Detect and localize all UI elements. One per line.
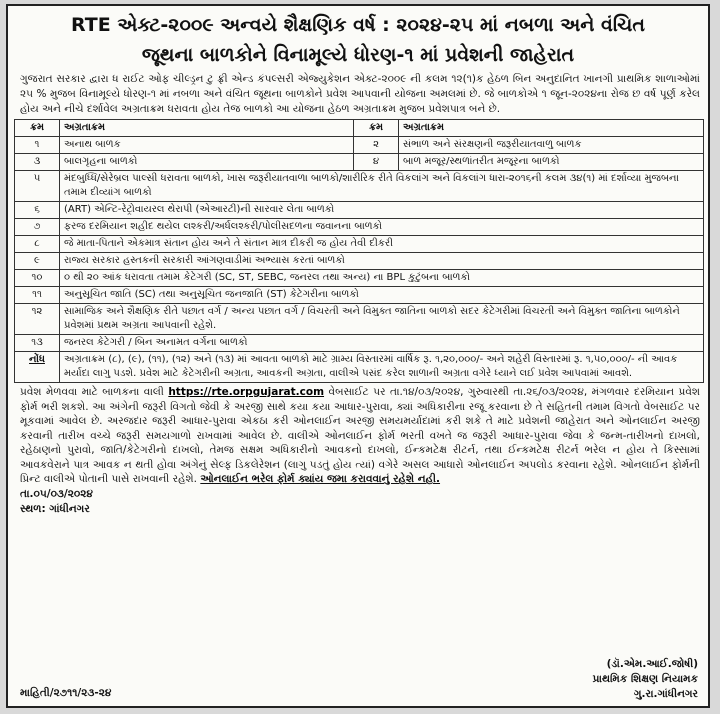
intro-paragraph: ગુજરાત સરકાર દ્વારા ધ રાઈટ ઓફ ચીલ્ડ્રન ટુ ફ્રી એન્ડ કંપલ્સરી એજ્યુકેશન એક્ટ-૨૦૦૯ ની કલમ ૧૨(૧)ક હેઠળ બિન અનુદાનિત ખાનગી પ્રાથમિક શાળાઓમાં ૨૫ % મુજબ વિનામૂલ્યે ધોરણ-૧ માં નબળા અને વંચિત જૂથના બાળકોને પ્રવેશ આપવાની યોજના અમલમાં છે. જે બાળકોએ ૧ જૂન-૨૦૨૪ના રોજ છ વર્ષ પૂર્ણ કરેલ હોય અને નીચે દર્શાવેલ અગ્રતાક્રમ ધરાવતા હોય તેજ બાળકો આ યોજના હેઠળ અગ્રતાક્રમ મુજબ પ્રવેશપાત્ર બને છે. xyxy=(20,73,700,115)
row-num: ૬ xyxy=(15,202,60,219)
table-row xyxy=(15,154,704,171)
advertisement xyxy=(6,4,710,708)
row-text: અનાથ બાળક xyxy=(60,137,354,154)
title-line-1: RTE એક્ટ-૨૦૦૯ અન્વયે શૈક્ષણિક વર્ષ : ૨૦૨૪-૨૫ માં નબળા અને વંચિત xyxy=(71,14,645,36)
row-text: સંભાળ અને સંરક્ષણની જરૂરીયાતવાળુ બાળક xyxy=(399,137,704,154)
row-num: ૪ xyxy=(354,154,399,171)
title-line-2: જૂથના બાળકોને વિનામૂલ્યે ધોરણ-૧ માં પ્રવેશની જાહેરાત xyxy=(141,44,575,66)
table-row xyxy=(15,335,704,352)
note-row xyxy=(15,352,704,383)
place: સ્થળ: ગાંધીનગર xyxy=(20,502,90,515)
signatory-place: ગુ.રા.ગાંધીનગર xyxy=(633,688,698,700)
signature-block xyxy=(593,657,698,702)
reference-number: માહિતી/૨૭૧૧/૨૩-૨૪ xyxy=(20,687,112,699)
table-row xyxy=(15,202,704,219)
row-text: ૦ થી ૨૦ આંક ધરાવતા તમામ કેટેગરી (SC, ST, SEBC, જનરલ તથા અન્ય) ના BPL કુટુંબના બાળકો xyxy=(60,270,704,287)
row-text: બાલગૃહના બાળકો xyxy=(60,154,354,171)
row-text: મંદબુધ્ધિ/સેરેબ્રલ પાલ્સી ધરાવતા બાળકો, ખાસ જરૂરીયાતવાળા બાળકો/શારીરિક રીતે વિકલાંગ અને વિકલાંગ ધારા-૨૦૧૬ની કલમ ૩૪(૧) માં દર્શાવ્યા મુજબના તમામ દીવ્યાંગ બાળકો xyxy=(60,171,704,202)
header-priority-2: અગ્રતાક્રમ xyxy=(399,120,704,137)
row-num: ૩ xyxy=(15,154,60,171)
instructions-emphasis: ઓનલાઈન ભરેલ ફોર્મ ક્યાંય જમા કરાવવાનું રહેશે નહી. xyxy=(200,473,441,485)
row-text: સામાજિક અને શૈક્ષણિક રીતે પછાત વર્ગ / અન્ય પછાત વર્ગ / વિચરતી અને વિમુક્ત જાતિના બાળકો સદર કેટેગરીમાં વિચરતી અને વિમુક્ત જાતિના બાળકોને પ્રવેશમાં પ્રથમ અગ્રતા આપવાની રહેશે. xyxy=(60,304,704,335)
row-num: ૧૨ xyxy=(15,304,60,335)
row-num: ૨ xyxy=(354,137,399,154)
table-row xyxy=(15,287,704,304)
instructions-text: વેબસાઈટ પર તા.૧૪/૦૩/૨૦૨૪, ગુરુવારથી તા.૨૬/૦૩/૨૦૨૪, મંગળવાર દરમિયાન પ્રવેશ ફોર્મ ભરી શકશે. આ અંગેની જરૂરી વિગતો જેવી કે અરજી સાથે કયા કયા આધાર-પુરાવા, ક્યાં અધિકારીના રજૂ કરવાના છે તે સહિતની તમામ વિગતો વેબસાઈટ પર મૂકવામાં આવેલ છે. અરજદાર જરૂરી આધાર-પુરાવા એકઠા કરી ઓનલાઈન અરજી સમયમર્યાદામાં કરી શકે તે માટે પ્રવેશની જાહેરાત અને ઓનલાઈન અરજી કરવાની તારીખ વચ્ચે જરૂરી સમયગાળો રાખવામાં આવેલ છે. વાલીએ ઓનલાઈન ફોર્મ ભરતી વખતે જ જરૂરી આધાર-પુરાવા જેવા કે જન્મ-તારીખનો દાખલો, રહેઠાણનો પુરાવો, જાતિ/કેટેગરીનો દાખલો, તેમજ સક્ષમ અધિકારીનો આવકનો દાખલો, ઈન્કમટેક્ષ રીટર્ન, તથા ઈન્કમટેક્ષ રીટર્ન ભરેલ ન હોય તે કિસ્સામાં આવકવેરાને પાત્ર આવક ન થતી હોવા અંગેનું સેલ્ફ ડિકલેરેશન (લાગુ પડતું હોય ત્યાં) વગેરે અસલ આધારો ઓનલાઈન અપલોડ કરવાના રહેશે. ઓનલાઈન ફોર્મની પ્રિન્ટ વાલીએ પોતાની પાસે રાખવાની રહેશે. xyxy=(20,386,700,485)
row-num: ૮ xyxy=(15,236,60,253)
row-text: (ART) એન્ટિ-રેટ્રોવાયરલ થેરાપી (એઆરટી)ની સારવાર લેતા બાળકો xyxy=(60,202,704,219)
page-title xyxy=(8,6,708,70)
row-num: ૫ xyxy=(15,171,60,202)
footer xyxy=(8,632,708,706)
row-num: ૧૩ xyxy=(15,335,60,352)
website-link[interactable]: https://rte.orpgujarat.com xyxy=(168,386,325,398)
date: તા.૦૫/૦૩/૨૦૨૪ xyxy=(20,487,93,500)
table-row xyxy=(15,137,704,154)
row-text: જનરલ કેટેગરી / બિન અનામત વર્ગના બાળકો xyxy=(60,335,704,352)
instructions-paragraph xyxy=(20,385,700,487)
instructions-lead: પ્રવેશ મેળવવા માટે બાળકના વાલી xyxy=(20,386,169,398)
table-row xyxy=(15,304,704,335)
row-num: ૯ xyxy=(15,253,60,270)
row-num: ૧૦ xyxy=(15,270,60,287)
header-num-2: ક્રમ xyxy=(354,120,399,137)
row-num: ૧૧ xyxy=(15,287,60,304)
row-text: બાળ મજૂર/સ્થળાંતરીત મજૂરના બાળકો xyxy=(399,154,704,171)
row-text: અનુસૂચિત જાતિ (SC) તથા અનુસૂચિત જનજાતિ (ST) કેટેગરીના બાળકો xyxy=(60,287,704,304)
row-num: ૧ xyxy=(15,137,60,154)
note-text: અગ્રતાક્રમ (૮), (૯), (૧૧), (૧૨) અને (૧૩) માં આવતા બાળકો માટે ગ્રામ્ય વિસ્તારમાં વાર્ષિક રૂ. ૧,૨૦,૦૦૦/- અને શહેરી વિસ્તારમાં રૂ. ૧,૫૦,૦૦૦/- ની આવક મર્યાદા લાગુ પડશે. પ્રવેશ માટે કેટેગરીની અગ્રતા, આવકની અગ્રતા, વાલીએ પસંદ કરેલ શાળાની અગ્રતા વગેરે ધ્યાને લઈ પ્રવેશ આપવામાં આવશે. xyxy=(60,352,704,383)
table-header-row xyxy=(15,120,704,137)
signatory-title: પ્રાથમિક શિક્ષણ નિયામક xyxy=(592,673,698,685)
row-text: ફરજ દરમિયાન શહીદ થયેલ લશ્કરી/અર્ધલશ્કરી/પોલીસદળના જવાનના બાળકો xyxy=(60,219,704,236)
row-text: જે માતા-પિતાને એકમાત્ર સંતાન હોય અને તે સંતાન માત્ર દીકરી જ હોય તેવી દીકરી xyxy=(60,236,704,253)
row-text: રાજ્ય સરકાર હસ્તકની સરકારી આંગણવાડીમાં અભ્યાસ કરતાં બાળકો xyxy=(60,253,704,270)
table-row xyxy=(15,236,704,253)
note-label: નોંધ xyxy=(15,352,60,383)
table-row xyxy=(15,253,704,270)
header-priority: અગ્રતાક્રમ xyxy=(60,120,354,137)
table-row xyxy=(15,219,704,236)
priority-table xyxy=(14,119,704,383)
table-row xyxy=(15,171,704,202)
table-row xyxy=(15,270,704,287)
signatory-name: (ડૉ.એમ.આઈ.જોષી) xyxy=(606,658,698,670)
row-num: ૭ xyxy=(15,219,60,236)
header-num: ક્રમ xyxy=(15,120,60,137)
